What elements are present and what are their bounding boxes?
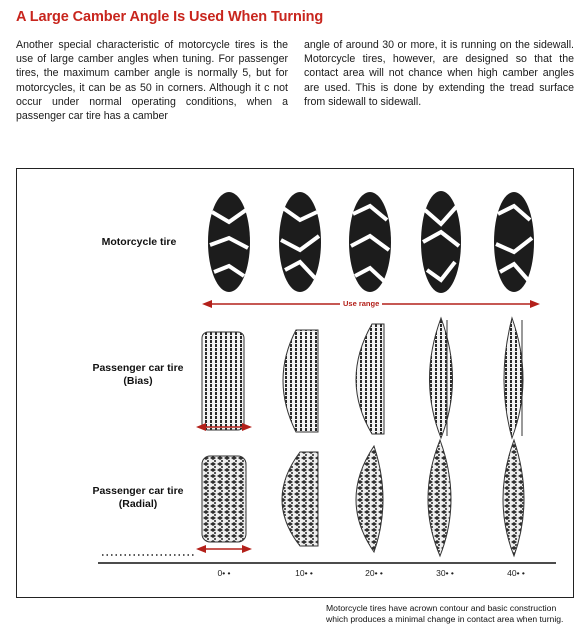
body-text-left: Another special characteristic of motorcycle tires is the use of large camber angles when tuning. For passenger tires, the maximum camber angle is normally 5, but for motorcycles, it can be as 50 in corners. Although it c not occur under normal operating conditions, when a passenger car tire has a camber bbox=[16, 39, 288, 123]
radial-tire-40deg bbox=[503, 440, 524, 556]
bias-tire-0deg bbox=[202, 332, 244, 430]
body-text-right: angle of around 30 or more, it is running on the sidewall. Motorcycle tires, however, are designed so that the contact area will not chance when high camber angles are used. This is done by extending the tread surface from sidewall to sidewall. bbox=[304, 39, 574, 108]
row-label-line2: (Radial) bbox=[118, 498, 158, 510]
bias-tire-10deg bbox=[283, 330, 318, 432]
row-label-line1: Passenger car tire bbox=[92, 485, 184, 497]
angle-tick-0: 0• • bbox=[217, 568, 231, 578]
radial-tire-10deg bbox=[282, 452, 318, 546]
motorcycle-tire-0deg bbox=[208, 192, 250, 292]
row-label-radial bbox=[78, 485, 198, 511]
angle-tick-30: 30• • bbox=[436, 568, 454, 578]
figure-caption: Motorcycle tires have acrown contour and basic construction which produces a minimal change in contact area when turnig. bbox=[326, 603, 564, 624]
angle-tick-20: 20• • bbox=[365, 568, 383, 578]
angle-tick-40: 40• • bbox=[507, 568, 525, 578]
angle-tick-10: 10• • bbox=[295, 568, 313, 578]
radial-tire-0deg bbox=[202, 456, 246, 542]
bias-tire-30deg bbox=[430, 318, 453, 438]
row-label-line1: Passenger car tire bbox=[92, 362, 184, 374]
motorcycle-tire-10deg bbox=[279, 192, 321, 292]
radial-contact-width-arrow bbox=[196, 545, 252, 553]
row-label-bias bbox=[78, 362, 198, 388]
motorcycle-tire-30deg bbox=[421, 191, 461, 293]
row-label-line1: Motorcycle tire bbox=[101, 236, 177, 248]
radial-tire-30deg bbox=[428, 440, 451, 556]
row-label-line2: (Bias) bbox=[123, 375, 153, 387]
bias-tire-20deg bbox=[356, 324, 384, 434]
radial-tire-20deg bbox=[356, 446, 383, 552]
motorcycle-tire-20deg bbox=[349, 192, 391, 292]
row-label-motorcycle bbox=[84, 236, 194, 249]
use-range-label: Use range bbox=[340, 299, 382, 308]
bias-tire-40deg bbox=[504, 318, 523, 438]
motorcycle-tire-40deg bbox=[494, 192, 534, 292]
page-title: A Large Camber Angle Is Used When Turning bbox=[16, 9, 324, 25]
